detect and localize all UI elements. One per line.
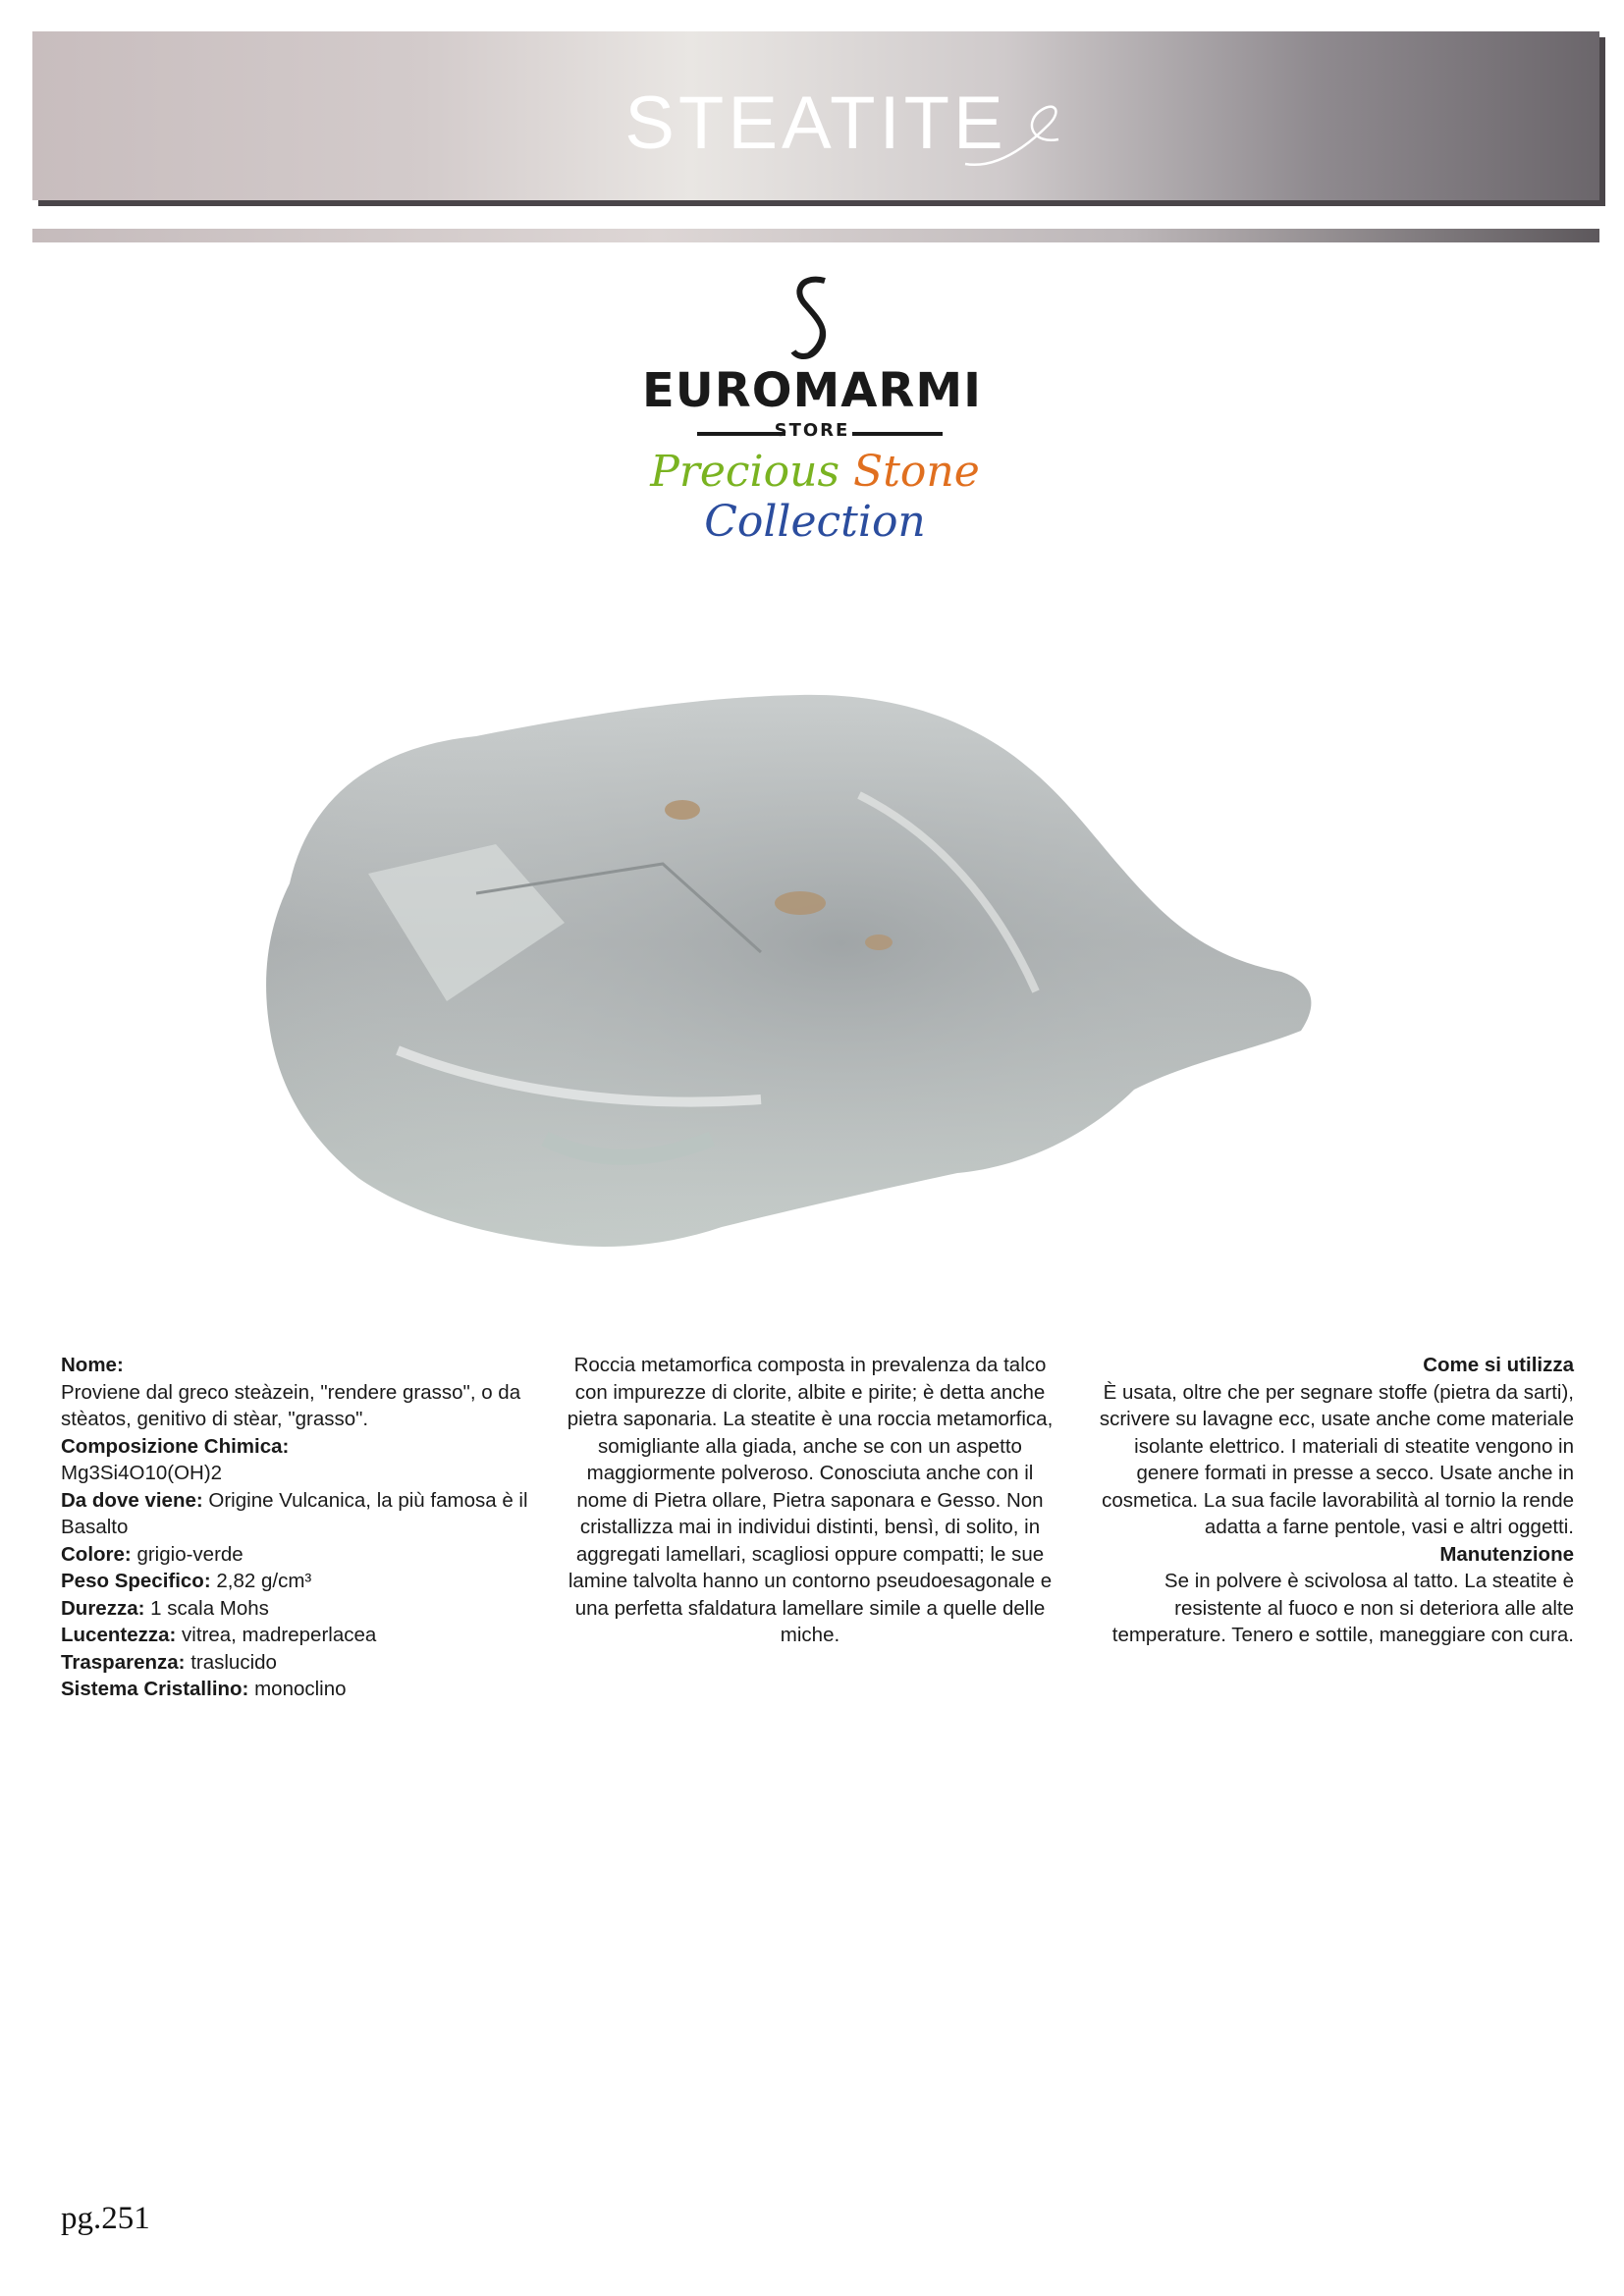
sistema-label: Sistema Cristallino: <box>61 1678 249 1700</box>
title-banner <box>32 31 1599 200</box>
collection-word-1: Precious <box>650 447 840 497</box>
trasparenza-value: traslucido <box>190 1650 277 1674</box>
manutenzione-text: Se in polvere è scivolosa al tatto. La steatite è resistente al fuoco e non si deteriora alle alte temperature. Tenero e sottile, maneggiare con cura. <box>1111 1570 1574 1646</box>
collection-word-3: Collection <box>704 497 926 547</box>
composizione-value: Mg3Si4O10(OH)2 <box>61 1462 223 1484</box>
provenienza-value: Origine Vulcanica, la più famosa è il Basalto <box>61 1488 528 1538</box>
logo-s-mark <box>785 275 839 363</box>
durezza-label: Durezza: <box>61 1596 145 1620</box>
logo-sub-row <box>628 422 996 444</box>
page-title: STEATITE <box>624 81 1007 165</box>
description-text: Roccia metamorfica composta in prevalenza da talco con impurezze di clorite, albite e pirite; è detta anche pietra saponaria. La steatite è una roccia metamorfica, somigliante alla giada, anche se con un aspetto maggiormente polveroso. Conosciuta anche con il nome di Pietra ollare, Pietra saponara e Gesso. Non cristallizza mai in individui distinti, bensì, di solito, in aggregati lamellari, scagliosi oppure compatti; le sue lamine talvolta hanno un contorno pseudoesagonale e una perfetta sfaldatura lamellare simile a quelle delle miche. <box>567 1354 1054 1646</box>
logo-name: EUROMARMI <box>641 363 983 418</box>
collection-tagline <box>550 447 1080 547</box>
peso-label: Peso Specifico: <box>61 1570 211 1592</box>
page-number: pg.251 <box>61 2201 150 2236</box>
description-column <box>565 1352 1056 1649</box>
usage-column <box>1075 1352 1574 1649</box>
uso-label: Come si utilizza <box>1423 1354 1574 1376</box>
swash-ornament <box>955 90 1073 179</box>
trasparenza-label: Trasparenza: <box>61 1650 186 1674</box>
lucentezza-value: vitrea, madreperlacea <box>182 1624 377 1646</box>
lucentezza-label: Lucentezza: <box>61 1624 177 1646</box>
specs-column <box>61 1352 552 1703</box>
euromarmi-logo <box>628 275 996 442</box>
nome-text: Proviene dal greco steàzein, "rendere grasso", o da stèatos, genitivo di stèar, "grasso". <box>61 1380 521 1430</box>
sistema-value: monoclino <box>254 1678 347 1700</box>
composizione-label: Composizione Chimica: <box>61 1434 290 1458</box>
colore-value: grigio-verde <box>136 1542 244 1566</box>
uso-text: È usata, oltre che per segnare stoffe (pietra da sarti), scrivere su lavagne ecc, usate anche come materiale isolante elettrico. I materiali di steatite vengono in genere formati in presse a secco. Usate anche in cosmetica. La sua facile lavorabilità al tornio la rende adatta a farne pentole, vasi e altri oggetti. <box>1099 1380 1574 1538</box>
header-rule <box>32 229 1599 242</box>
manutenzione-label: Manutenzione <box>1439 1542 1574 1566</box>
nome-label: Nome: <box>61 1354 124 1376</box>
collection-word-2: Stone <box>853 447 980 497</box>
durezza-value: 1 scala Mohs <box>150 1596 269 1620</box>
colore-label: Colore: <box>61 1542 132 1566</box>
peso-value: 2,82 g/cm³ <box>216 1570 312 1592</box>
logo-line-right <box>852 432 943 436</box>
steatite-stone-image <box>250 677 1380 1266</box>
provenienza-label: Da dove viene: <box>61 1488 203 1512</box>
logo-sub: STORE <box>774 420 850 441</box>
